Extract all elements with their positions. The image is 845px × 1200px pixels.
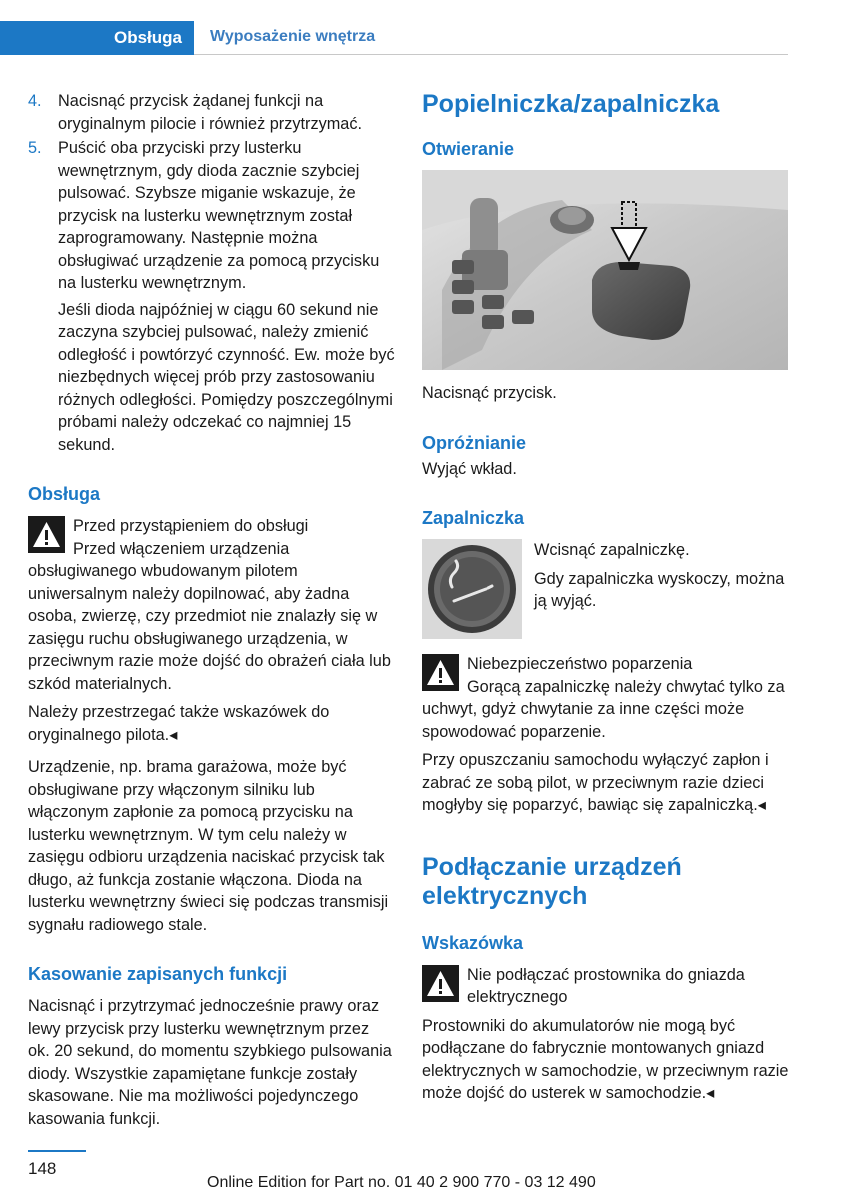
header-section-title: Wyposażenie wnętrza	[210, 28, 376, 45]
section-heading-otwieranie: Otwieranie	[422, 139, 515, 159]
otwieranie-caption: Nacisnąć przycisk.	[422, 384, 557, 402]
warning-body: Gorącą zapalniczkę należy chwytać tylko za uchwyt, gdyż chwytanie za inne części może spowodować poparzenie.	[422, 677, 785, 741]
section-heading-kasowanie: Kasowanie zapisanych funkcji	[28, 964, 288, 984]
section-title-podlaczanie: Podłączanie urządzeń elektrycznych	[422, 852, 682, 910]
oproznianie-text: Wyjąć wkład.	[422, 459, 517, 478]
warning-body: Przed włączeniem urządzenia obsługiwanego wbudowanym pilotem uniwersalnym należy dopilnować, aby żadna osoba, zwierzę, czy przedmiot nie znalazły się w zasięgu ruchu obsługiwanego urządzenia, w przeciwnym razie może dojść do obrażeń ciała lub szkód materialnych.	[28, 539, 391, 693]
warning-block	[422, 653, 792, 743]
warning-body: Prostowniki do akumulatorów nie mogą być podłączane do fabrycznie montowanych gniazd elektrycznych w samochodzie, w przeciwnym razie może dojść do usterek w samochodzie.◂	[422, 1016, 789, 1102]
warning-title: Nie podłączać prostownika do gniazda elektrycznego	[467, 965, 745, 1006]
lighter-text	[534, 539, 792, 639]
warning-icon	[422, 654, 459, 691]
section-heading-zapalniczka: Zapalniczka	[422, 508, 525, 528]
left-column	[28, 90, 395, 1130]
page-number: 148	[28, 1159, 57, 1178]
footer-edition-text: Online Edition for Part no. 01 40 2 900 770 - 03 12 490	[207, 1174, 596, 1191]
garage-text: Urządzenie, np. brama garażowa, może być obsługiwane przy włączonym silniku lub włączonym zapłonie za pomocą przycisku na lusterku wewnętrznym. W tym celu należy w zasięgu odbioru urządzenia naciskać przycisk tak długo, aż funkcja zostanie włączona. Dioda na lusterku wewnętrzny świeci się podczas transmisji sygnału radiowego stale.	[28, 758, 389, 934]
warning-end-text: Należy przestrzegać także wskazówek do oryginalnego pilota.◂	[28, 703, 330, 744]
warning-block	[422, 964, 792, 1009]
right-column	[422, 90, 792, 1105]
list-item-text: Nacisnąć przycisk żądanej funkcji na oryginalnym pilocie i również przytrzymać.	[58, 92, 363, 133]
warning-end-text: Przy opuszczaniu samochodu wyłączyć zapłon i zabrać ze sobą pilot, w przeciwnym razie dzieci mogłyby się poparzyć, bawiąc się zapalniczką.◂	[422, 751, 769, 814]
list-item	[28, 137, 395, 295]
ashtray-photo	[422, 170, 788, 370]
section-heading-obsluga: Obsługa	[28, 484, 101, 504]
warning-icon	[28, 516, 65, 553]
warning-title: Niebezpieczeństwo poparzenia	[467, 655, 693, 673]
warning-block	[28, 515, 395, 695]
lighter-block	[422, 539, 792, 639]
list-item-text: Puścić oba przyciski przy lusterku wewnętrznym, gdy dioda zacznie szybciej pulsować. Szybsze miganie wskazuje, że przycisk na lusterku wewnętrznym został zaprogramowany. Następnie można obsługiwać urządzenie za pomocą przycisku na lusterku wewnętrznym.	[58, 139, 380, 292]
list-item-number: 4.	[28, 92, 42, 110]
kasowanie-text: Nacisnąć i przytrzymać jednocześnie prawy oraz lewy przycisk przy lusterku wewnętrznym przez ok. 20 sekund, do momentu szybkiego pulsowania diody. Wszystkie zapamiętane funkcje zostały skasowane. Nie ma możliwości pojedynczego kasowania funkcji.	[28, 997, 392, 1128]
section-heading-wskazowka: Wskazówka	[422, 932, 524, 953]
warning-title: Przed przystąpieniem do obsługi	[73, 517, 309, 535]
section-heading-oproznianie: Opróżnianie	[422, 432, 527, 453]
lighter-photo	[422, 539, 522, 639]
list-item-number: 5.	[28, 139, 42, 157]
lighter-text-1: Wcisnąć zapalniczkę.	[534, 541, 690, 559]
list-item-extra-text: Jeśli dioda najpóźniej w ciągu 60 sekund nie zaczyna szybciej pulsować, należy zmienić odległość i powtórzyć czynność. Ew. może być niezbędnych więcej prób przy zastosowaniu różnych odległości. Pomiędzy poszczególnymi próbami należy odczekać co najmniej 15 sekund.	[58, 300, 395, 454]
header-tab	[0, 21, 194, 55]
section-title-popielniczka: Popielniczka/zapalniczka	[422, 90, 720, 118]
header-tab-label: Obsługa	[113, 28, 182, 47]
list-item	[28, 90, 395, 135]
header-divider	[194, 54, 788, 55]
lighter-text-2: Gdy zapalniczka wyskoczy, można ją wyjąć.	[534, 569, 785, 610]
warning-icon	[422, 965, 459, 1002]
footer-divider	[28, 1150, 86, 1152]
